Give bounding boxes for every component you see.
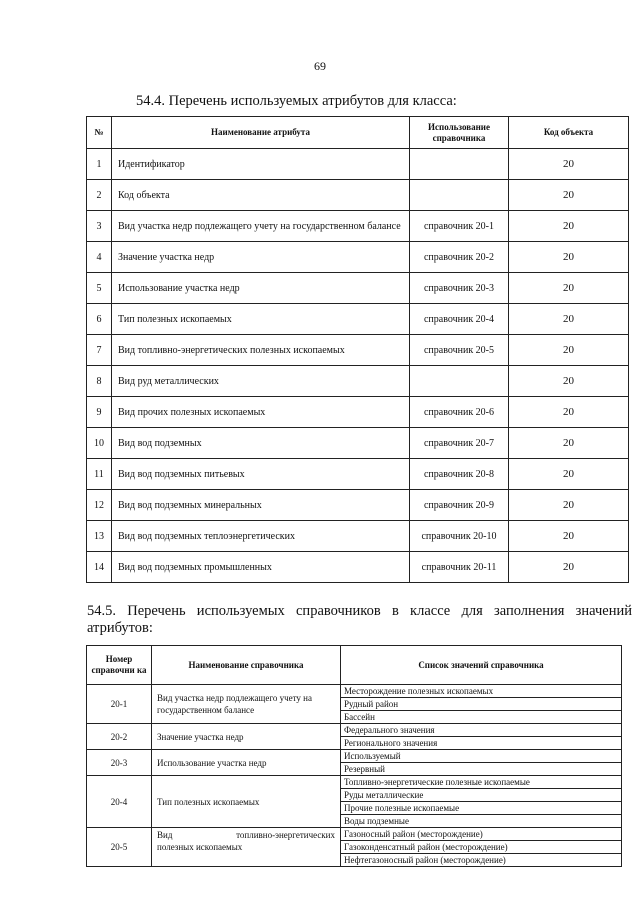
object-code: 20	[509, 180, 629, 211]
object-code: 20	[509, 552, 629, 583]
row-number: 13	[87, 521, 112, 552]
reference-name-word: топливно-энергетических	[236, 830, 335, 840]
header-num: №	[87, 117, 112, 149]
header-reference-number: Номер справочни ка	[87, 646, 152, 685]
table-row	[87, 180, 629, 211]
object-code: 20	[509, 490, 629, 521]
table-row	[87, 149, 629, 180]
table-row	[87, 685, 622, 698]
attribute-name: Вид вод подземных питьевых	[112, 459, 410, 490]
reference-value: Используемый	[341, 750, 622, 763]
attribute-name: Вид вод подземных	[112, 428, 410, 459]
object-code: 20	[509, 304, 629, 335]
row-number: 6	[87, 304, 112, 335]
object-code: 20	[509, 521, 629, 552]
object-code: 20	[509, 366, 629, 397]
object-code: 20	[509, 273, 629, 304]
attribute-name: Вид топливно-энергетических полезных ископаемых	[112, 335, 410, 366]
attribute-name: Значение участка недр	[112, 242, 410, 273]
table-row	[87, 335, 629, 366]
attribute-name: Тип полезных ископаемых	[112, 304, 410, 335]
row-number: 1	[87, 149, 112, 180]
object-code: 20	[509, 149, 629, 180]
row-number: 5	[87, 273, 112, 304]
table-row	[87, 521, 629, 552]
object-code: 20	[509, 211, 629, 242]
reference-number: 20-1	[87, 685, 152, 724]
table-row	[87, 552, 629, 583]
reference-value: Топливно-энергетические полезные ископаемые	[341, 776, 622, 789]
page-number: 69	[314, 59, 326, 73]
reference-usage: справочник 20-3	[410, 273, 509, 304]
attribute-name: Вид вод подземных минеральных	[112, 490, 410, 521]
table-row	[87, 828, 622, 841]
reference-name: Вид участка недр подлежащего учету на государственном балансе	[152, 685, 341, 724]
reference-usage	[410, 180, 509, 211]
reference-value: Резервный	[341, 763, 622, 776]
attributes-table-body	[87, 149, 629, 583]
reference-value: Месторождение полезных ископаемых	[341, 685, 622, 698]
object-code: 20	[509, 397, 629, 428]
row-number: 3	[87, 211, 112, 242]
reference-name-line: полезных ископаемых	[157, 842, 243, 852]
reference-value: Газоносный район (месторождение)	[341, 828, 622, 841]
reference-value: Руды металлические	[341, 789, 622, 802]
reference-value: Регионального значения	[341, 737, 622, 750]
table-row	[87, 397, 629, 428]
row-number: 8	[87, 366, 112, 397]
header-reference-values: Список значений справочника	[341, 646, 622, 685]
reference-value: Рудный район	[341, 698, 622, 711]
section-heading-attributes: 54.4. Перечень используемых атрибутов для класса:	[136, 93, 457, 109]
reference-usage: справочник 20-6	[410, 397, 509, 428]
attribute-name: Вид прочих полезных ископаемых	[112, 397, 410, 428]
table-row	[87, 273, 629, 304]
reference-usage	[410, 366, 509, 397]
attribute-name: Идентификатор	[112, 149, 410, 180]
table-row	[87, 211, 629, 242]
reference-name-line	[157, 829, 335, 841]
table-header-row	[87, 646, 622, 685]
reference-number: 20-3	[87, 750, 152, 776]
object-code: 20	[509, 459, 629, 490]
table-row	[87, 776, 622, 789]
header-reference-usage: Использование справочника	[410, 117, 509, 149]
reference-usage: справочник 20-9	[410, 490, 509, 521]
attribute-name: Вид руд металлических	[112, 366, 410, 397]
reference-usage	[410, 149, 509, 180]
row-number: 12	[87, 490, 112, 521]
row-number: 4	[87, 242, 112, 273]
header-attribute-name: Наименование атрибута	[112, 117, 410, 149]
table-row	[87, 366, 629, 397]
attribute-name: Вид вод подземных теплоэнергетических	[112, 521, 410, 552]
reference-usage: справочник 20-10	[410, 521, 509, 552]
reference-value: Бассейн	[341, 711, 622, 724]
attributes-table	[86, 116, 629, 583]
row-number: 7	[87, 335, 112, 366]
table-row	[87, 750, 622, 763]
reference-number: 20-5	[87, 828, 152, 867]
reference-usage: справочник 20-7	[410, 428, 509, 459]
reference-number: 20-4	[87, 776, 152, 828]
table-header-row	[87, 117, 629, 149]
reference-number: 20-2	[87, 724, 152, 750]
table-row	[87, 304, 629, 335]
header-reference-name: Наименование справочника	[152, 646, 341, 685]
table-row	[87, 242, 629, 273]
row-number: 10	[87, 428, 112, 459]
reference-usage: справочник 20-2	[410, 242, 509, 273]
attribute-name: Код объекта	[112, 180, 410, 211]
reference-usage: справочник 20-5	[410, 335, 509, 366]
row-number: 11	[87, 459, 112, 490]
table-row	[87, 724, 622, 737]
reference-usage: справочник 20-4	[410, 304, 509, 335]
reference-name: Тип полезных ископаемых	[152, 776, 341, 828]
reference-name-word: Вид	[157, 830, 173, 840]
reference-value: Федерального значения	[341, 724, 622, 737]
attribute-name: Вид участка недр подлежащего учету на государственном балансе	[112, 211, 410, 242]
reference-name	[152, 828, 341, 867]
reference-usage: справочник 20-8	[410, 459, 509, 490]
object-code: 20	[509, 335, 629, 366]
row-number: 2	[87, 180, 112, 211]
reference-usage: справочник 20-11	[410, 552, 509, 583]
attribute-name: Вид вод подземных промышленных	[112, 552, 410, 583]
reference-value: Воды подземные	[341, 815, 622, 828]
reference-name: Значение участка недр	[152, 724, 341, 750]
object-code: 20	[509, 242, 629, 273]
reference-value: Прочие полезные ископаемые	[341, 802, 622, 815]
attribute-name: Использование участка недр	[112, 273, 410, 304]
header-object-code: Код объекта	[509, 117, 629, 149]
table-row	[87, 459, 629, 490]
reference-value: Газоконденсатный район (месторождение)	[341, 841, 622, 854]
table-row	[87, 490, 629, 521]
row-number: 9	[87, 397, 112, 428]
row-number: 14	[87, 552, 112, 583]
references-table	[86, 645, 622, 867]
section-heading-references: 54.5. Перечень используемых справочников в классе для заполнения значений атрибутов:	[87, 603, 632, 636]
reference-name: Использование участка недр	[152, 750, 341, 776]
references-table-body	[87, 685, 622, 867]
object-code: 20	[509, 428, 629, 459]
reference-usage: справочник 20-1	[410, 211, 509, 242]
table-row	[87, 428, 629, 459]
reference-value: Нефтегазоносный район (месторождение)	[341, 854, 622, 867]
